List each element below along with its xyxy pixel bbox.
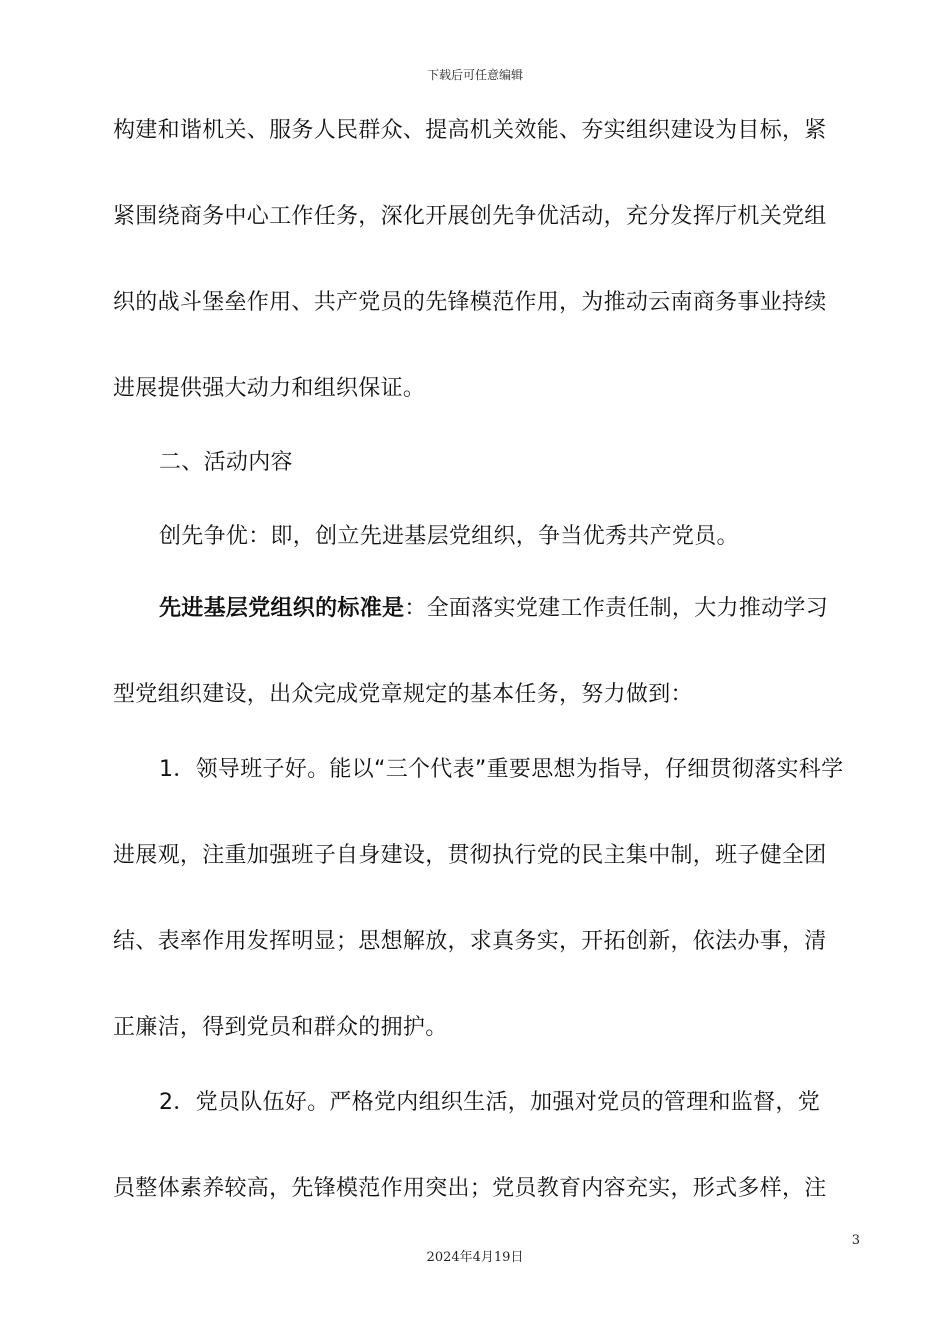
paragraph-line: 构建和谐机关、服务人民群众、提高机关效能、夯实组织建设为目标，紧 (113, 118, 827, 143)
paragraph-line: 进展观，注重加强班子自身建设，贯彻执行党的民主集中制，班子健全团 (113, 843, 827, 868)
paragraph-line: 结、表率作用发挥明显；思想解放，求真务实，开拓创新，依法办事，清 (113, 929, 827, 954)
paragraph-line: 正廉洁，得到党员和群众的拥护。 (113, 1015, 448, 1040)
standard-text: ：全面落实党建工作责任制，大力推动学习 (404, 596, 829, 621)
paragraph-line: 紧围绕商务中心工作任务，深化开展创先争优活动，充分发挥厅机关党组 (113, 204, 827, 229)
paragraph-line: 织的战斗堡垒作用、共产党员的先锋模范作用，为推动云南商务事业持续 (113, 290, 827, 315)
definition-line: 创先争优：即，创立先进基层党组织，争当优秀共产党员。 (159, 524, 739, 549)
standard-bold-label: 先进基层党组织的标准是 (159, 596, 405, 621)
list-item-2: 2．党员队伍好。严格党内组织生活，加强对党员的管理和监督，党 (159, 1090, 820, 1115)
paragraph-line: 型党组织建设，出众完成党章规定的基本任务，努力做到： (113, 682, 693, 707)
page-header: 下载后可任意编辑 (426, 68, 523, 82)
page-number: 3 (851, 1233, 860, 1248)
footer-date: 2024年4月19日 (426, 1250, 524, 1265)
standard-line (159, 593, 828, 625)
paragraph-line: 员整体素养较高，先锋模范作用突出；党员教育内容充实，形式多样，注 (113, 1176, 827, 1201)
list-item-1: 1．领导班子好。能以“三个代表”重要思想为指导，仔细贯彻落实科学 (159, 757, 844, 782)
section-heading: 二、活动内容 (159, 450, 293, 475)
paragraph-line: 进展提供强大动力和组织保证。 (113, 376, 426, 401)
